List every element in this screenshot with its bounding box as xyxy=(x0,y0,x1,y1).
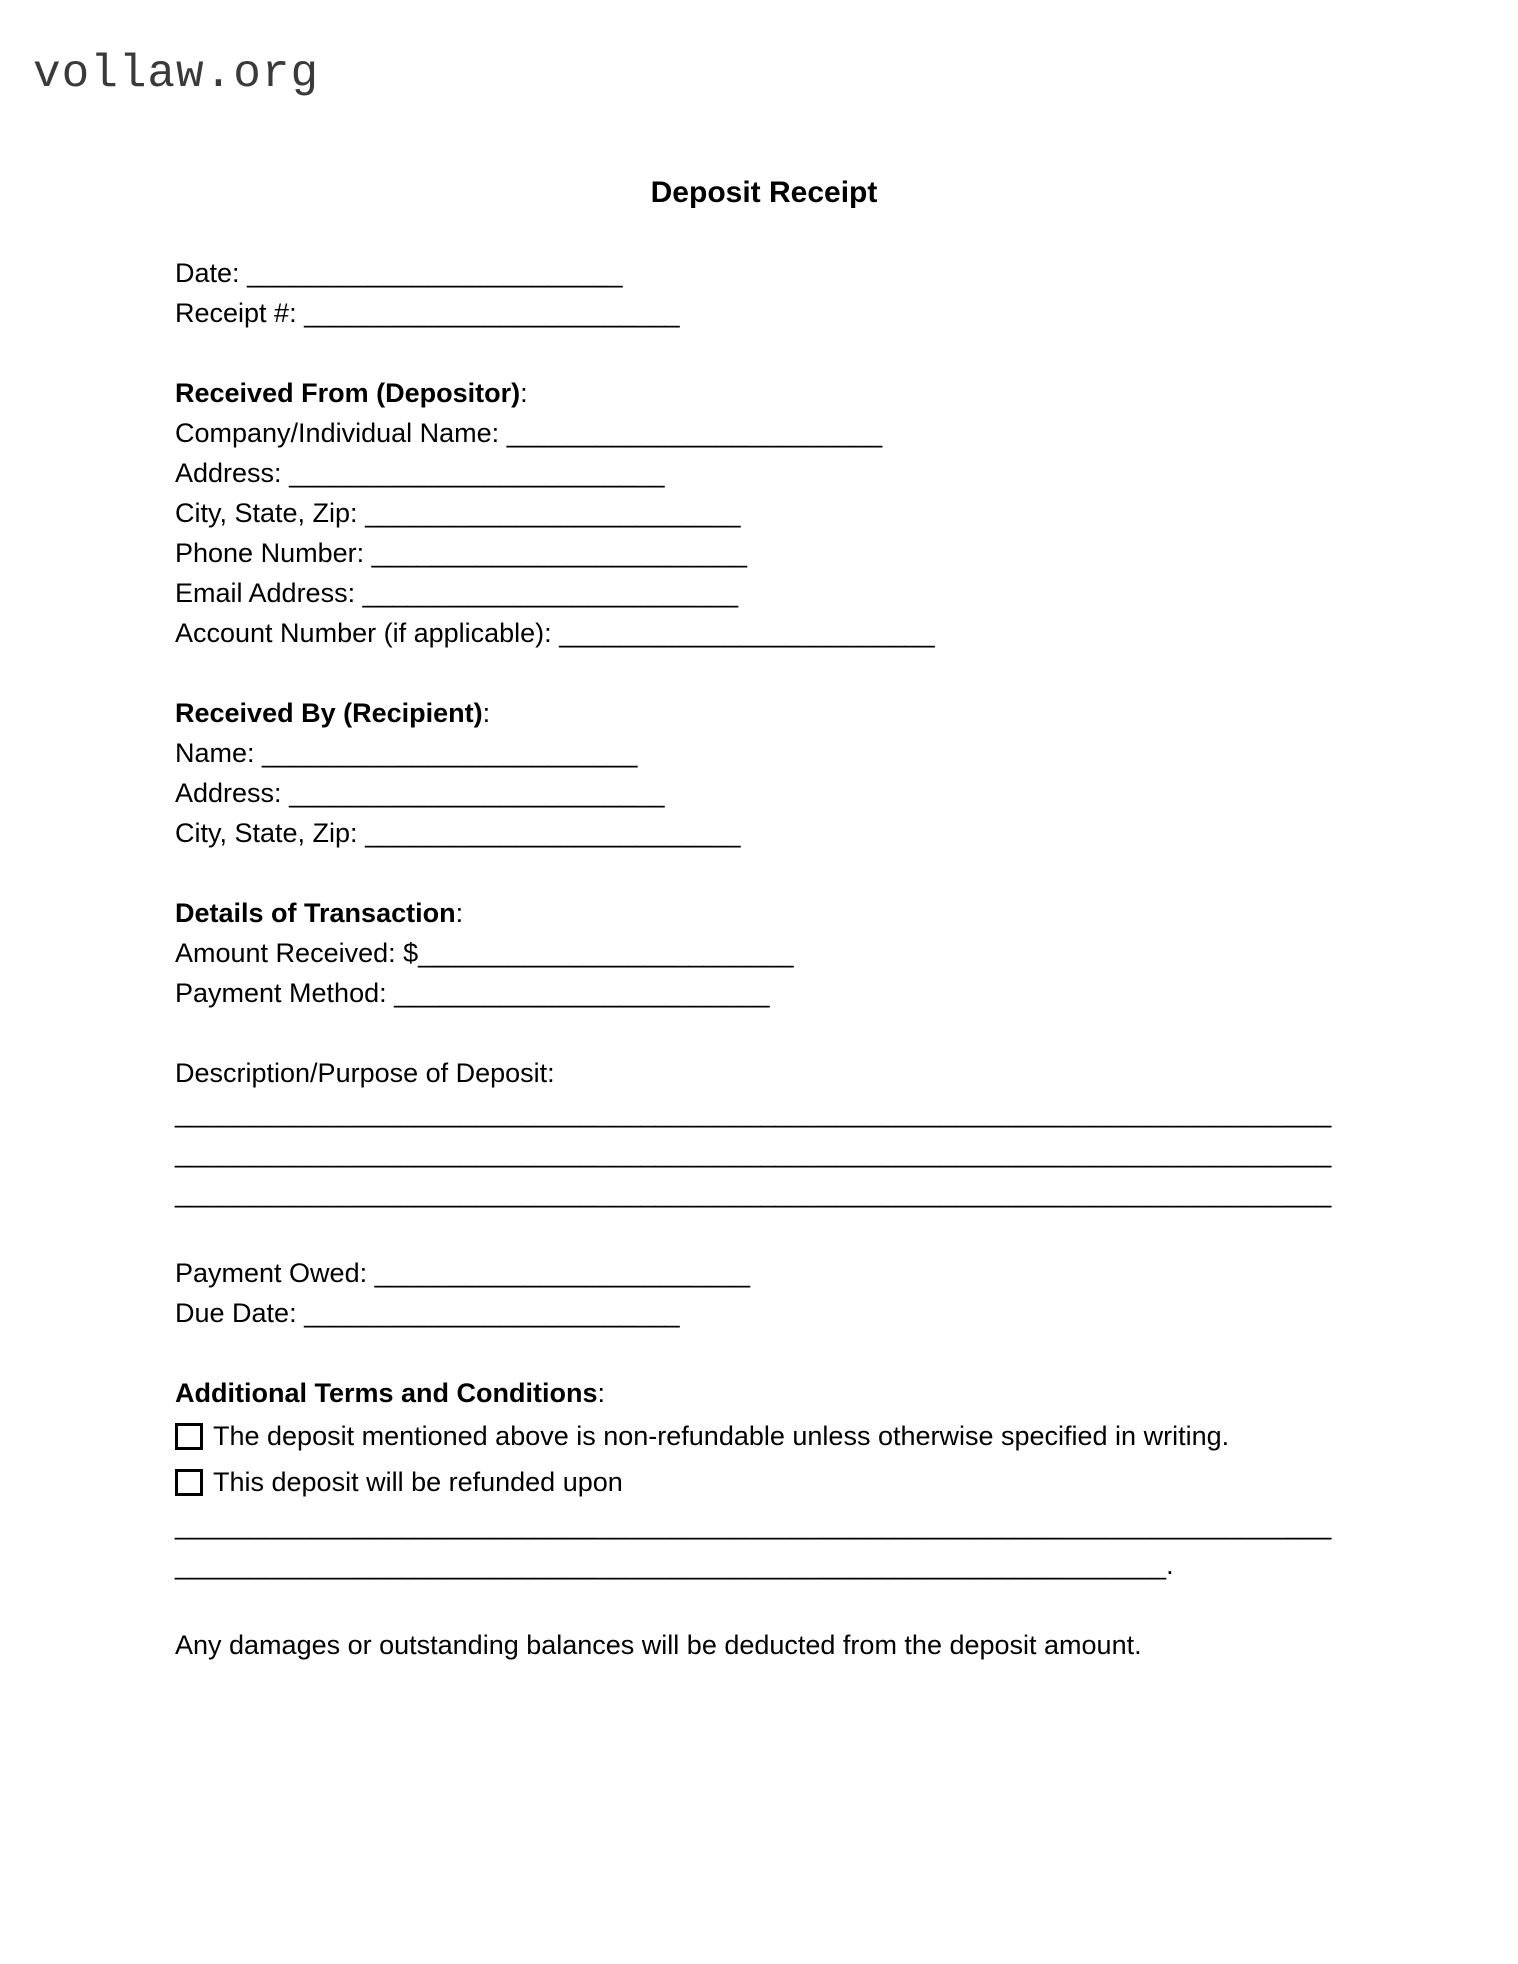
field-blank-email-address[interactable]: _________________________ xyxy=(362,578,738,608)
field-label-recipient-name: Name: xyxy=(175,738,255,768)
description-line-3[interactable]: _____________________________________________________________________________ xyxy=(175,1178,1332,1208)
field-row-due-date xyxy=(175,1293,1353,1333)
section-heading-colon: : xyxy=(482,698,491,728)
field-blank-depositor-address[interactable]: _________________________ xyxy=(289,458,665,488)
field-label-account-number: Account Number (if applicable): xyxy=(175,618,552,648)
field-blank-payment-method[interactable]: _________________________ xyxy=(394,978,770,1008)
field-blank-account-number[interactable]: _________________________ xyxy=(559,618,935,648)
field-row-phone-number xyxy=(175,533,1353,573)
field-blank-due-date[interactable]: _________________________ xyxy=(304,1298,680,1328)
field-row-email-address xyxy=(175,573,1353,613)
checkbox-label-non-refundable: The deposit mentioned above is non-refundable unless otherwise specified in writing. xyxy=(213,1421,1230,1451)
terms-checkbox-row-refunded-upon xyxy=(175,1459,1353,1505)
field-row-amount-received xyxy=(175,933,1353,973)
section-heading-colon: : xyxy=(520,378,528,408)
field-label-payment-method: Payment Method: xyxy=(175,978,387,1008)
field-label-receipt-number: Receipt #: xyxy=(175,298,297,328)
field-label-recipient-city-state-zip: City, State, Zip: xyxy=(175,818,358,848)
field-row-payment-method xyxy=(175,973,1353,1013)
field-blank-recipient-city-state-zip[interactable]: _________________________ xyxy=(365,818,741,848)
field-row-depositor-city-state-zip xyxy=(175,493,1353,533)
field-blank-amount-received[interactable]: _________________________ xyxy=(418,938,794,968)
terms-fill-line-2[interactable] xyxy=(175,1545,1353,1585)
field-label-email-address: Email Address: xyxy=(175,578,356,608)
field-blank-phone-number[interactable]: _________________________ xyxy=(371,538,748,568)
field-blank-payment-owed[interactable]: _________________________ xyxy=(374,1258,751,1288)
checkbox-label-refunded-upon: This deposit will be refunded upon xyxy=(213,1467,623,1497)
field-blank-depositor-city-state-zip[interactable]: _________________________ xyxy=(365,498,741,528)
site-logo: vollaw.org xyxy=(33,48,320,100)
field-row-receipt-number xyxy=(175,293,1353,333)
field-blank-receipt-number[interactable]: _________________________ xyxy=(304,298,680,328)
section-received-from xyxy=(175,373,1353,653)
field-label-recipient-address: Address: xyxy=(175,778,282,808)
section-received-by xyxy=(175,693,1353,853)
section-transaction-details xyxy=(175,893,1353,1013)
section-heading-colon: : xyxy=(455,898,464,928)
field-row-recipient-name xyxy=(175,733,1353,773)
receipt-meta-fields xyxy=(175,253,1353,333)
section-heading-colon: : xyxy=(597,1378,606,1408)
section-terms xyxy=(175,1373,1353,1665)
field-blank-recipient-name[interactable]: _________________________ xyxy=(262,738,638,768)
description-label: Description/Purpose of Deposit: xyxy=(175,1058,555,1088)
currency-symbol: $ xyxy=(403,938,419,968)
section-heading-transaction-details xyxy=(175,893,1353,933)
checkbox-non-refundable[interactable] xyxy=(175,1423,203,1450)
terms-checkbox-row-non-refundable xyxy=(175,1413,1353,1459)
field-label-due-date: Due Date: xyxy=(175,1298,297,1328)
field-row-depositor-address xyxy=(175,453,1353,493)
section-payment xyxy=(175,1253,1353,1333)
checkbox-refunded-upon[interactable] xyxy=(175,1469,203,1496)
field-row-recipient-city-state-zip xyxy=(175,813,1353,853)
field-label-phone-number: Phone Number: xyxy=(175,538,365,568)
section-heading-text: Received From (Depositor) xyxy=(175,378,521,408)
field-row-account-number xyxy=(175,613,1353,653)
section-heading-text: Additional Terms and Conditions xyxy=(175,1378,598,1408)
section-heading-text: Received By (Recipient) xyxy=(175,698,483,728)
field-row-payment-owed xyxy=(175,1253,1353,1293)
field-blank-recipient-address[interactable]: _________________________ xyxy=(289,778,665,808)
section-heading-received-by xyxy=(175,693,1353,733)
field-row-recipient-address xyxy=(175,773,1353,813)
closing-note: Any damages or outstanding balances will be deducted from the deposit amount. xyxy=(175,1630,1142,1660)
terms-fill-line-1[interactable]: _____________________________________________________________________________ xyxy=(175,1510,1332,1540)
section-heading-received-from xyxy=(175,373,1353,413)
field-label-payment-owed: Payment Owed: xyxy=(175,1258,368,1288)
field-blank-date[interactable]: _________________________ xyxy=(247,258,623,288)
field-label-date: Date: xyxy=(175,258,240,288)
section-heading-terms xyxy=(175,1373,1353,1413)
terms-fill-line-2-blank[interactable]: __________________________________________________________________ xyxy=(175,1550,1167,1580)
field-row-date xyxy=(175,253,1353,293)
document-title: Deposit Receipt xyxy=(650,176,878,209)
section-heading-text: Details of Transaction xyxy=(175,898,456,928)
terms-fill-line-2-period: . xyxy=(1166,1550,1174,1580)
field-label-depositor-address: Address: xyxy=(175,458,282,488)
description-line-1[interactable]: _____________________________________________________________________________ xyxy=(175,1098,1332,1128)
field-row-company-name xyxy=(175,413,1353,453)
description-line-2[interactable]: _____________________________________________________________________________ xyxy=(175,1138,1332,1168)
field-label-company-name: Company/Individual Name: xyxy=(175,418,500,448)
field-label-amount-received: Amount Received: xyxy=(175,938,396,968)
field-label-depositor-city-state-zip: City, State, Zip: xyxy=(175,498,358,528)
field-blank-company-name[interactable]: _________________________ xyxy=(506,418,883,448)
section-description xyxy=(175,1053,1353,1213)
